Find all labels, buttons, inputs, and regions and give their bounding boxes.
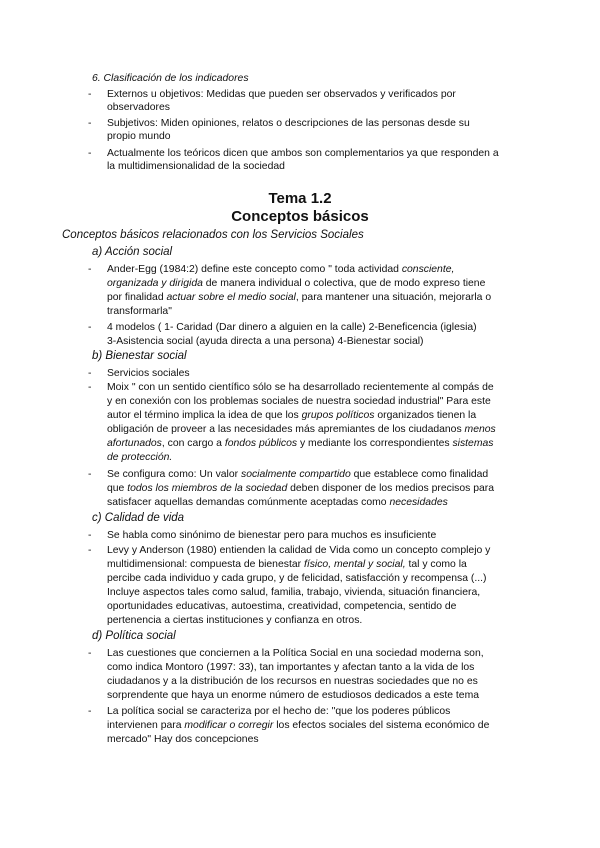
list-item-cont: oportunidades educativas, autoestima, creatividad, competencia, sentido de bbox=[107, 601, 457, 612]
list-item-cont bbox=[107, 277, 485, 290]
list-item bbox=[107, 468, 488, 481]
bullet-dash: - bbox=[88, 706, 92, 717]
list-item-cont: Incluye aspectos tales como salud, familia, trabajo, vivienda, situación financiera, bbox=[107, 587, 481, 598]
bullet-dash: - bbox=[88, 118, 92, 129]
text-run: y mediante los correspondientes bbox=[297, 438, 453, 449]
list-item-cont bbox=[107, 719, 489, 732]
text-run: satisfacer aquellas demandas comúnmente aceptadas como bbox=[107, 497, 390, 508]
list-item-cont: de protección. bbox=[107, 452, 173, 463]
section-d-heading: d) Política social bbox=[92, 630, 176, 642]
intro-heading: Conceptos básicos relacionados con los Servicios Sociales bbox=[62, 229, 364, 241]
section-c-heading: c) Calidad de vida bbox=[92, 512, 185, 524]
list-item: Subjetivos: Miden opiniones, relatos o descripciones de las personas desde su bbox=[107, 118, 470, 129]
text-run: multidimensional: compuesta de bienestar bbox=[107, 559, 304, 570]
text-run: obligación de proveer a las necesidades más apremiantes de los ciudadanos bbox=[107, 424, 465, 435]
section-6-heading: 6. Clasificación de los indicadores bbox=[92, 73, 249, 84]
list-item-cont bbox=[107, 558, 467, 571]
list-item-cont bbox=[107, 423, 496, 436]
bullet-dash: - bbox=[88, 322, 92, 333]
list-item: Las cuestiones que conciernen a la Política Social en una sociedad moderna son, bbox=[107, 648, 484, 659]
list-item: Actualmente los teóricos dicen que ambos son complementarios ya que responden a bbox=[107, 148, 499, 159]
list-item-cont: ciudadanos y a la distribución de los recursos en nuestras sociedades que no es bbox=[107, 676, 478, 687]
list-item-cont bbox=[107, 437, 493, 450]
list-item-cont bbox=[107, 482, 494, 495]
text-run-italic: grupos políticos bbox=[301, 410, 375, 421]
text-run-italic: organizada y dirigida bbox=[107, 278, 203, 289]
text-run: los efectos sociales del sistema económico de bbox=[273, 720, 490, 731]
bullet-dash: - bbox=[88, 89, 92, 100]
list-item: Externos u objetivos: Medidas que pueden ser observados y verificados por bbox=[107, 89, 456, 100]
list-item-cont: como indica Montoro (1997: 33), tan importantes y afectan tanto a la vida de los bbox=[107, 662, 475, 673]
text-run: organizados tienen la bbox=[374, 410, 477, 421]
list-item-cont: pertenencia a ciertas instituciones y confianza en otros. bbox=[107, 615, 363, 626]
text-run-italic: socialmente compartido bbox=[241, 469, 351, 480]
section-a-heading: a) Acción social bbox=[92, 246, 173, 258]
list-item: 4 modelos ( 1- Caridad (Dar dinero a alguien en la calle) 2-Beneficencia (iglesia) bbox=[107, 322, 477, 333]
list-item-cont: y en conexión con los problemas sociales de nuestra sociedad industrial" Para este bbox=[107, 396, 491, 407]
text-run: que establece como finalidad bbox=[350, 469, 489, 480]
text-run-italic: físico, mental y social, bbox=[303, 559, 406, 570]
bullet-dash: - bbox=[88, 469, 92, 480]
list-item: Servicios sociales bbox=[107, 368, 190, 379]
text-run-italic: todos los miembros de la sociedad bbox=[127, 483, 288, 494]
text-run-italic: fondos públicos bbox=[224, 438, 298, 449]
list-item-cont: mercado" Hay dos concepciones bbox=[107, 734, 259, 745]
text-run-italic: necesidades bbox=[389, 497, 448, 508]
text-run: Ander-Egg (1984:2) define este concepto como " toda actividad bbox=[107, 264, 402, 275]
text-run: , con cargo a bbox=[161, 438, 225, 449]
list-item-cont: la multidimensionalidad de la sociedad bbox=[107, 161, 285, 172]
text-run-italic: actuar sobre el medio social bbox=[166, 292, 296, 303]
text-run-italic: consciente, bbox=[401, 264, 455, 275]
text-run-italic: modificar o corregir bbox=[184, 720, 274, 731]
bullet-dash: - bbox=[88, 648, 92, 659]
text-run: deben disponer de los medios precisos para bbox=[287, 483, 495, 494]
page-title: Tema 1.2 bbox=[268, 190, 332, 207]
list-item-cont: propio mundo bbox=[107, 131, 171, 142]
text-run: por finalidad bbox=[107, 292, 167, 303]
list-item-cont: 3-Asistencia social (ayuda directa a una persona) 4-Bienestar social) bbox=[107, 336, 424, 347]
text-run-italic: menos bbox=[464, 424, 496, 435]
section-b-heading: b) Bienestar social bbox=[92, 350, 187, 362]
text-run: tal y como la bbox=[405, 559, 467, 570]
text-run-italic: sistemas bbox=[452, 438, 494, 449]
bullet-dash: - bbox=[88, 545, 92, 556]
text-run: autor el término implica la idea de que los bbox=[107, 410, 302, 421]
text-run: intervienen para bbox=[107, 720, 185, 731]
list-item-cont: transformarla" bbox=[107, 306, 172, 317]
bullet-dash: - bbox=[88, 264, 92, 275]
text-run: que bbox=[107, 483, 128, 494]
list-item-cont: observadores bbox=[107, 102, 170, 113]
list-item: Se habla como sinónimo de bienestar pero para muchos es insuficiente bbox=[107, 530, 437, 541]
list-item: La política social se caracteriza por el hecho de: "que los poderes públicos bbox=[107, 706, 451, 717]
text-run: de manera individual o colectiva, que de modo expreso tiene bbox=[202, 278, 486, 289]
list-item: Moix " con un sentido científico sólo se ha desarrollado recientemente al compás de bbox=[107, 382, 494, 393]
list-item-cont bbox=[107, 291, 491, 304]
bullet-dash: - bbox=[88, 148, 92, 159]
bullet-dash: - bbox=[88, 382, 92, 393]
list-item-cont: percibe cada individuo y cada grupo, y de felicidad, satisfacción y recompensa (...) bbox=[107, 573, 487, 584]
list-item-cont: sorprendente que haya un enorme número de estudiosos dedicados a este tema bbox=[107, 690, 479, 701]
list-item: Levy y Anderson (1980) entienden la calidad de Vida como un concepto complejo y bbox=[107, 545, 491, 556]
text-run-italic: afortunados bbox=[107, 438, 162, 449]
text-run: Se configura como: Un valor bbox=[107, 469, 241, 480]
bullet-dash: - bbox=[88, 368, 92, 379]
bullet-dash: - bbox=[88, 530, 92, 541]
page-subtitle: Conceptos básicos bbox=[231, 208, 369, 225]
list-item-cont bbox=[107, 496, 448, 509]
text-run: , para mantener una situación, mejorarla o bbox=[295, 292, 492, 303]
list-item-cont bbox=[107, 409, 476, 422]
list-item bbox=[107, 263, 454, 276]
